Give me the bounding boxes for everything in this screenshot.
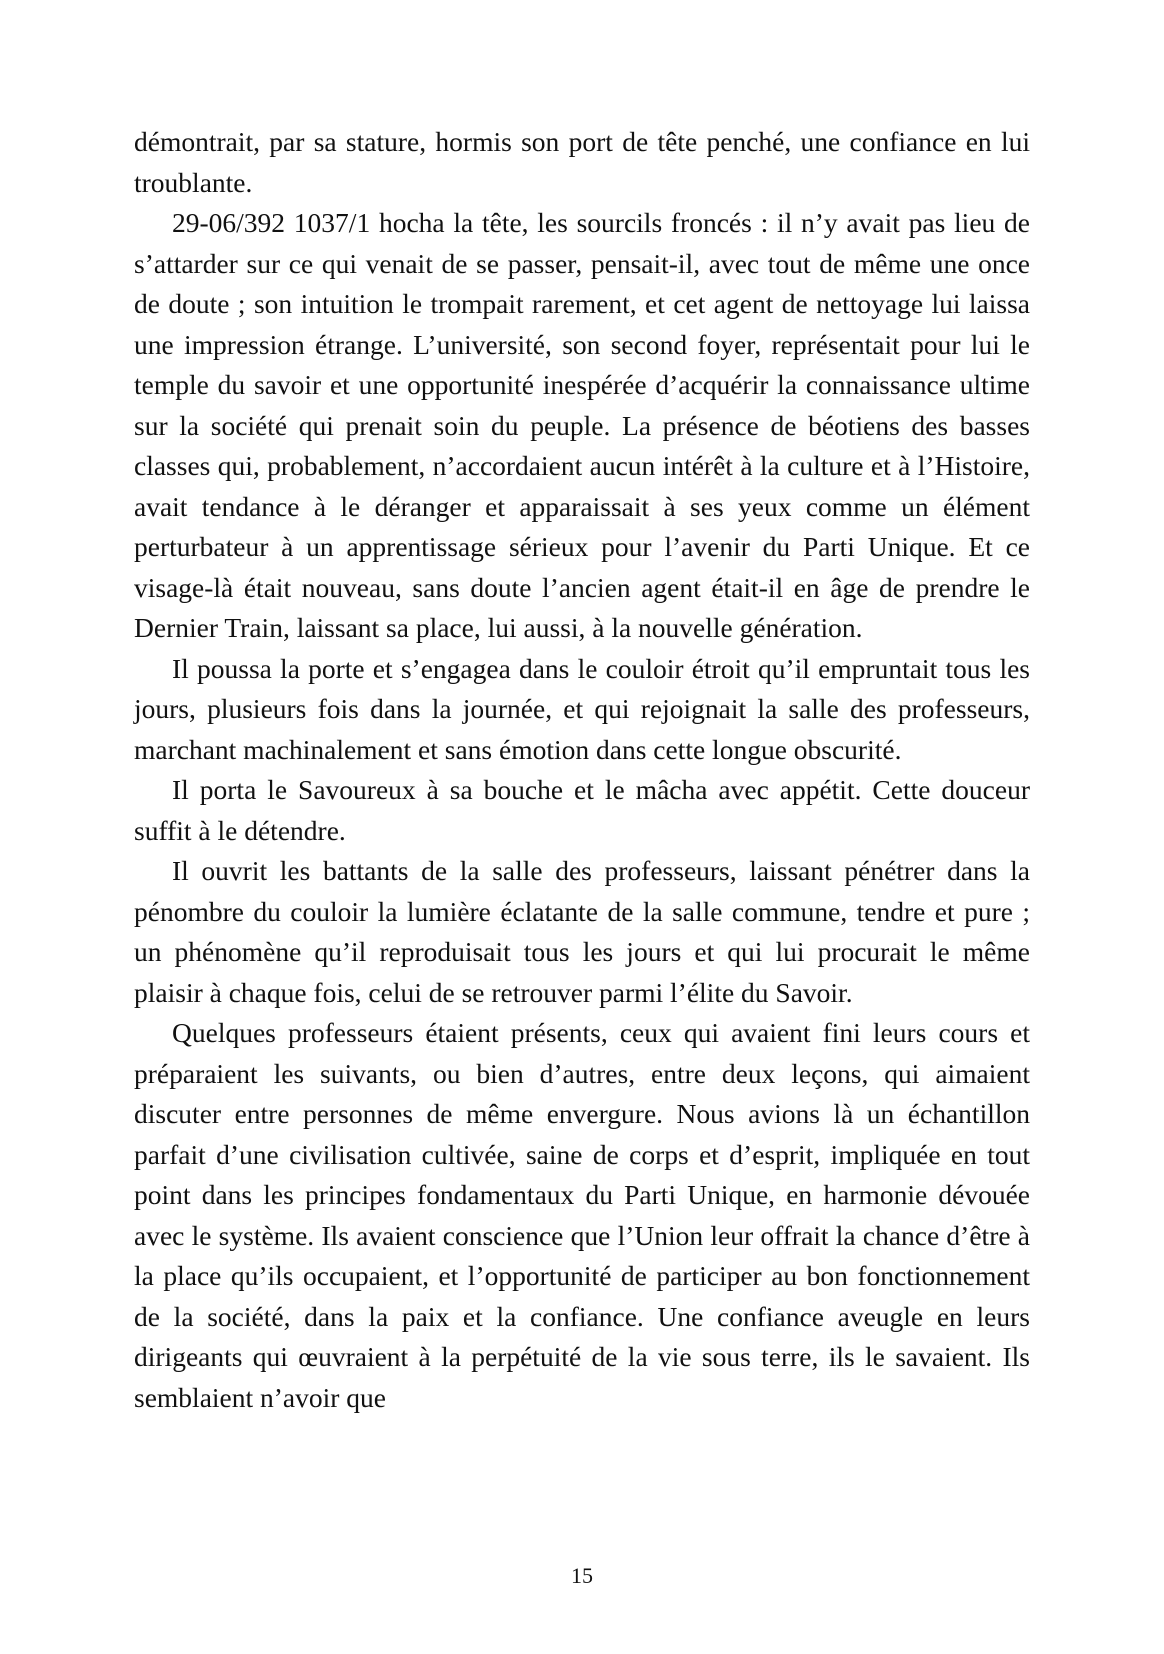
paragraph-continued: démontrait, par sa stature, hormis son port de tête penché, une confiance en lui troublante. bbox=[134, 126, 1030, 198]
page-body bbox=[134, 122, 1030, 1418]
paragraph: Il poussa la porte et s’engagea dans le couloir étroit qu’il empruntait tous les jours, plusieurs fois dans la journée, et qui rejoignait la salle des professeurs, marchant machinalement et sans émotion dans cette longue obscurité. bbox=[134, 652, 1030, 765]
paragraph: Quelques professeurs étaient présents, ceux qui avaient fini leurs cours et préparaient les suivants, ou bien d’autres, entre deux leçons, qui aimaient discuter entre personnes de même envergure. Nous avions là un échantillon parfait d’une civilisation cultivée, saine de corps et d’esprit, impliquée en tout point dans les principes fondamentaux du Parti Unique, en harmonie dévouée avec le système. Ils avaient conscience que l’Union leur offrait la chance d’être à la place qu’ils occupaient, et l’opportunité de participer au bon fonctionnement de la société, dans la paix et la confiance. Une confiance aveugle en leurs dirigeants qui œuvraient à la perpétuité de la vie sous terre, ils le savaient. Ils semblaient n’avoir que bbox=[134, 1017, 1030, 1413]
paragraph: Il porta le Savoureux à sa bouche et le mâcha avec appétit. Cette douceur suffit à le détendre. bbox=[134, 774, 1030, 846]
paragraph: Il ouvrit les battants de la salle des professeurs, laissant pénétrer dans la pénombre du couloir la lumière éclatante de la salle commune, tendre et pure ; un phénomène qu’il reproduisait tous les jours et qui lui procurait le même plaisir à chaque fois, celui de se retrouver parmi l’élite du Savoir. bbox=[134, 855, 1030, 1008]
page-number: 15 bbox=[571, 1563, 593, 1588]
paragraph: 29-06/392 1037/1 hocha la tête, les sourcils froncés : il n’y avait pas lieu de s’attarder sur ce qui venait de se passer, pensait-il, avec tout de même une once de doute ; son intuition le trompait rarement, et cet agent de nettoyage lui laissa une impression étrange. L’université, son second foyer, représentait pour lui le temple du savoir et une opportunité inespérée d’acquérir la connaissance ultime sur la société qui prenait soin du peuple. La présence de béotiens des basses classes qui, probablement, n’accordaient aucun intérêt à la culture et à l’Histoire, avait tendance à le déranger et apparaissait à ses yeux comme un élément perturbateur à un apprentissage sérieux pour l’avenir du Parti Unique. Et ce visage-là était nouveau, sans doute l’ancien agent était-il en âge de prendre le Dernier Train, laissant sa place, lui aussi, à la nouvelle génération. bbox=[134, 207, 1030, 643]
